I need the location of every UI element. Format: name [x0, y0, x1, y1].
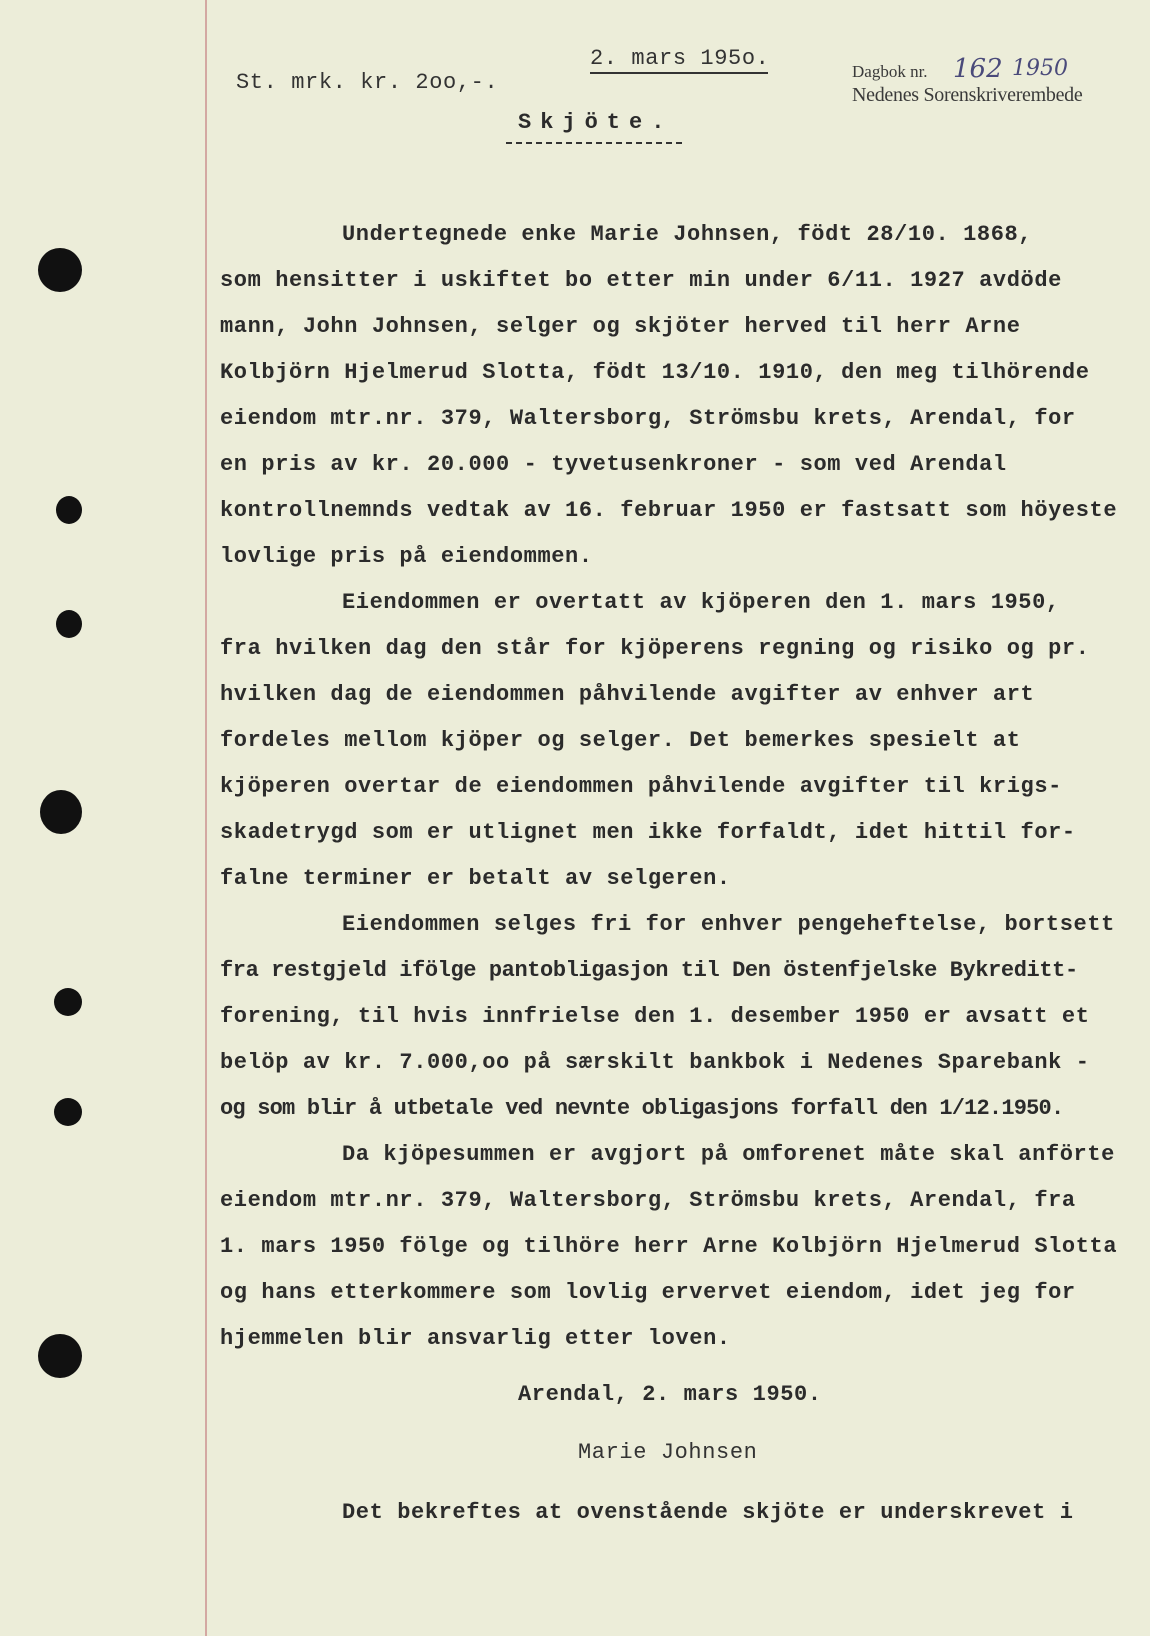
- body-line: skadetrygd som er utlignet men ikke forfaldt, idet hittil for-: [220, 820, 1076, 845]
- body-line: som hensitter i uskiftet bo etter min under 6/11. 1927 avdöde: [220, 268, 1062, 293]
- body-line: eiendom mtr.nr. 379, Waltersborg, Strömsbu krets, Arendal, for: [220, 406, 1076, 431]
- body-line: fra hvilken dag den står for kjöperens regning og risiko og pr.: [220, 636, 1090, 661]
- body-line: forening, til hvis innfrielse den 1. desember 1950 er avsatt et: [220, 1004, 1090, 1029]
- office-name: Nedenes Sorenskriverembede: [852, 84, 1083, 106]
- punch-hole: [54, 1098, 82, 1126]
- body-line: Eiendommen er overtatt av kjöperen den 1. mars 1950,: [342, 590, 1060, 615]
- body-line: Kolbjörn Hjelmerud Slotta, födt 13/10. 1910, den meg tilhörende: [220, 360, 1090, 385]
- title-underline: [506, 142, 682, 144]
- body-line: belöp av kr. 7.000,oo på særskilt bankbok i Nedenes Sparebank -: [220, 1050, 1090, 1075]
- document-title: Skjöte.: [518, 110, 674, 135]
- body-line: kontrollnemnds vedtak av 16. februar 1950 er fastsatt som höyeste: [220, 498, 1118, 523]
- body-line: falne terminer er betalt av selgeren.: [220, 866, 731, 891]
- punch-hole: [56, 496, 82, 524]
- body-line: lovlige pris på eiendommen.: [220, 544, 593, 569]
- body-line: mann, John Johnsen, selger og skjöter herved til herr Arne: [220, 314, 1021, 339]
- punch-hole: [56, 610, 82, 638]
- date-underline: [590, 72, 768, 74]
- signature: Marie Johnsen: [578, 1440, 758, 1465]
- body-line: kjöperen overtar de eiendommen påhvilende avgifter til krigs-: [220, 774, 1062, 799]
- body-line: hjemmelen blir ansvarlig etter loven.: [220, 1326, 731, 1351]
- document-date: 2. mars 195o.: [590, 46, 770, 71]
- body-line: fra restgjeld ifölge pantobligasjon til Den östenfjelske Bykreditt-: [220, 958, 1078, 983]
- punch-hole: [38, 248, 82, 292]
- punch-hole: [38, 1334, 82, 1378]
- body-line: eiendom mtr.nr. 379, Waltersborg, Strömsbu krets, Arendal, fra: [220, 1188, 1076, 1213]
- journal-year: 1950: [1012, 56, 1068, 81]
- body-line: og hans etterkommere som lovlig ervervet eiendom, idet jeg for: [220, 1280, 1076, 1305]
- body-line: en pris av kr. 20.000 - tyvetusenkroner - som ved Arendal: [220, 452, 1007, 477]
- body-line: hvilken dag de eiendommen påhvilende avgifter av enhver art: [220, 682, 1035, 707]
- punch-hole: [40, 790, 82, 834]
- stamp-duty: St. mrk. kr. 2oo,-.: [236, 70, 499, 95]
- body-line: Undertegnede enke Marie Johnsen, födt 28/10. 1868,: [342, 222, 1033, 247]
- place-date: Arendal, 2. mars 1950.: [518, 1382, 822, 1407]
- closing-line: Det bekreftes at ovenstående skjöte er underskrevet i: [342, 1500, 1074, 1525]
- body-line: fordeles mellom kjöper og selger. Det bemerkes spesielt at: [220, 728, 1021, 753]
- body-line: Eiendommen selges fri for enhver pengeheftelse, bortsett: [342, 912, 1115, 937]
- margin-line: [205, 0, 207, 1636]
- punch-hole: [54, 988, 82, 1016]
- body-line: og som blir å utbetale ved nevnte obligasjons forfall den 1/12.1950.: [220, 1096, 1064, 1121]
- body-line: Da kjöpesummen er avgjort på omforenet måte skal anförte: [342, 1142, 1115, 1167]
- journal-number: 162: [953, 54, 1003, 84]
- body-line: 1. mars 1950 fölge og tilhöre herr Arne Kolbjörn Hjelmerud Slotta: [220, 1234, 1118, 1259]
- journal-label: Dagbok nr.: [852, 62, 928, 81]
